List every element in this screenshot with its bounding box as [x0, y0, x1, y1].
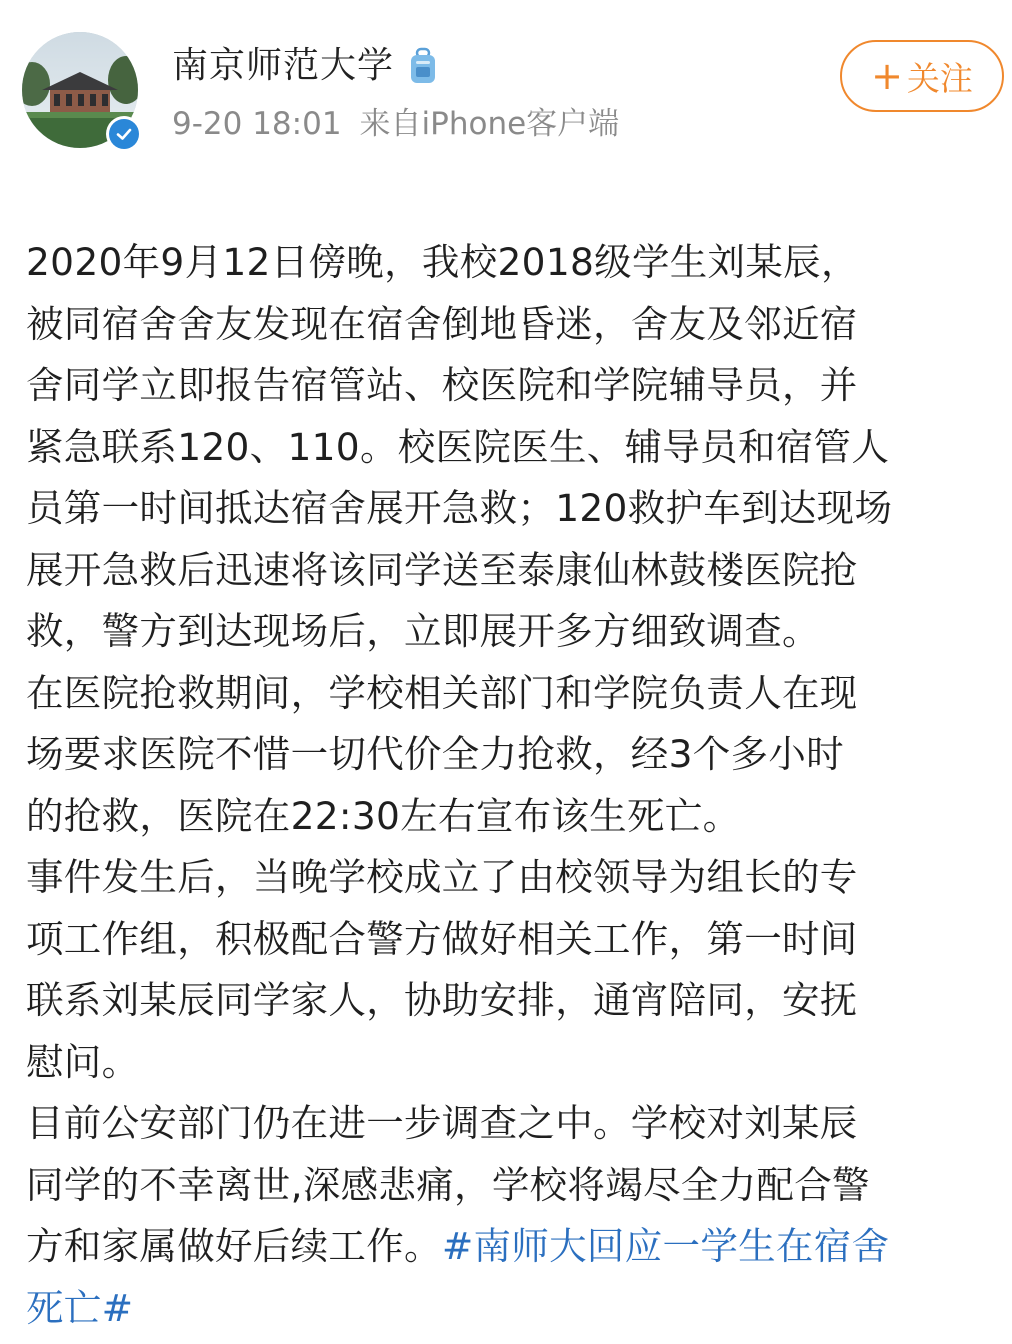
- hashtag-link-continued[interactable]: 死亡#: [26, 1285, 134, 1330]
- post-line: 被同宿舍舍友发现在宿舍倒地昏迷，舍友及邻近宿: [26, 301, 858, 346]
- post-line: 在医院抢救期间，学校相关部门和学院负责人在现: [26, 670, 858, 715]
- post-line: 事件发生后，当晚学校成立了由校领导为组长的专: [26, 855, 858, 899]
- post-line: 展开急救后迅速将该同学送至泰康仙林鼓楼医院抢: [26, 547, 858, 592]
- account-name[interactable]: 南京师范大学: [172, 45, 395, 86]
- post-line: 紧急联系120、110。校医院医生、辅导员和宿管人: [26, 424, 890, 469]
- post-line: 场要求医院不惜一切代价全力抢救，经3个多小时: [26, 732, 844, 776]
- post-source: 来自iPhone客户端: [359, 106, 620, 142]
- hashtag-link[interactable]: #南师大回应一学生在宿舍: [441, 1224, 890, 1268]
- post-line: 联系刘某辰同学家人，协助安排，通宵陪同，安抚: [26, 978, 858, 1022]
- follow-label: 关注: [906, 58, 973, 98]
- plus-icon: +: [871, 54, 903, 98]
- post-line: 2020年9月12日傍晚，我校2018级学生刘某辰，: [26, 240, 859, 284]
- post-header: [0, 0, 1012, 170]
- post-meta: [172, 104, 619, 144]
- post-line: 员第一时间抵达宿舍展开急救；120救护车到达现场: [26, 486, 893, 530]
- post-line: [26, 1216, 1006, 1278]
- post-line: [26, 1278, 1006, 1340]
- avatar[interactable]: [22, 32, 138, 148]
- post-line: 同学的不幸离世,深感悲痛，学校将竭尽全力配合警: [26, 1162, 870, 1207]
- post-line: 舍同学立即报告宿管站、校医院和学院辅导员，并: [26, 363, 858, 407]
- post-body: [26, 232, 1006, 1339]
- post-line: 的抢救，医院在22:30左右宣布该生死亡。: [26, 793, 741, 838]
- post-line: 目前公安部门仍在进一步调查之中。学校对刘某辰: [26, 1101, 858, 1145]
- post-line: 救，警方到达现场后，立即展开多方细致调查。: [26, 609, 820, 653]
- post-line-text: 方和家属做好后续工作。: [26, 1224, 442, 1268]
- post-timestamp: 9-20 18:01: [172, 106, 342, 142]
- post-line: 项工作组，积极配合警方做好相关工作，第一时间: [26, 916, 858, 961]
- post-line: 慰问。: [26, 1039, 140, 1084]
- follow-button[interactable]: [840, 40, 1004, 112]
- verified-check-icon: [106, 116, 142, 152]
- account-name-row: [172, 40, 438, 92]
- backpack-icon: [408, 47, 438, 85]
